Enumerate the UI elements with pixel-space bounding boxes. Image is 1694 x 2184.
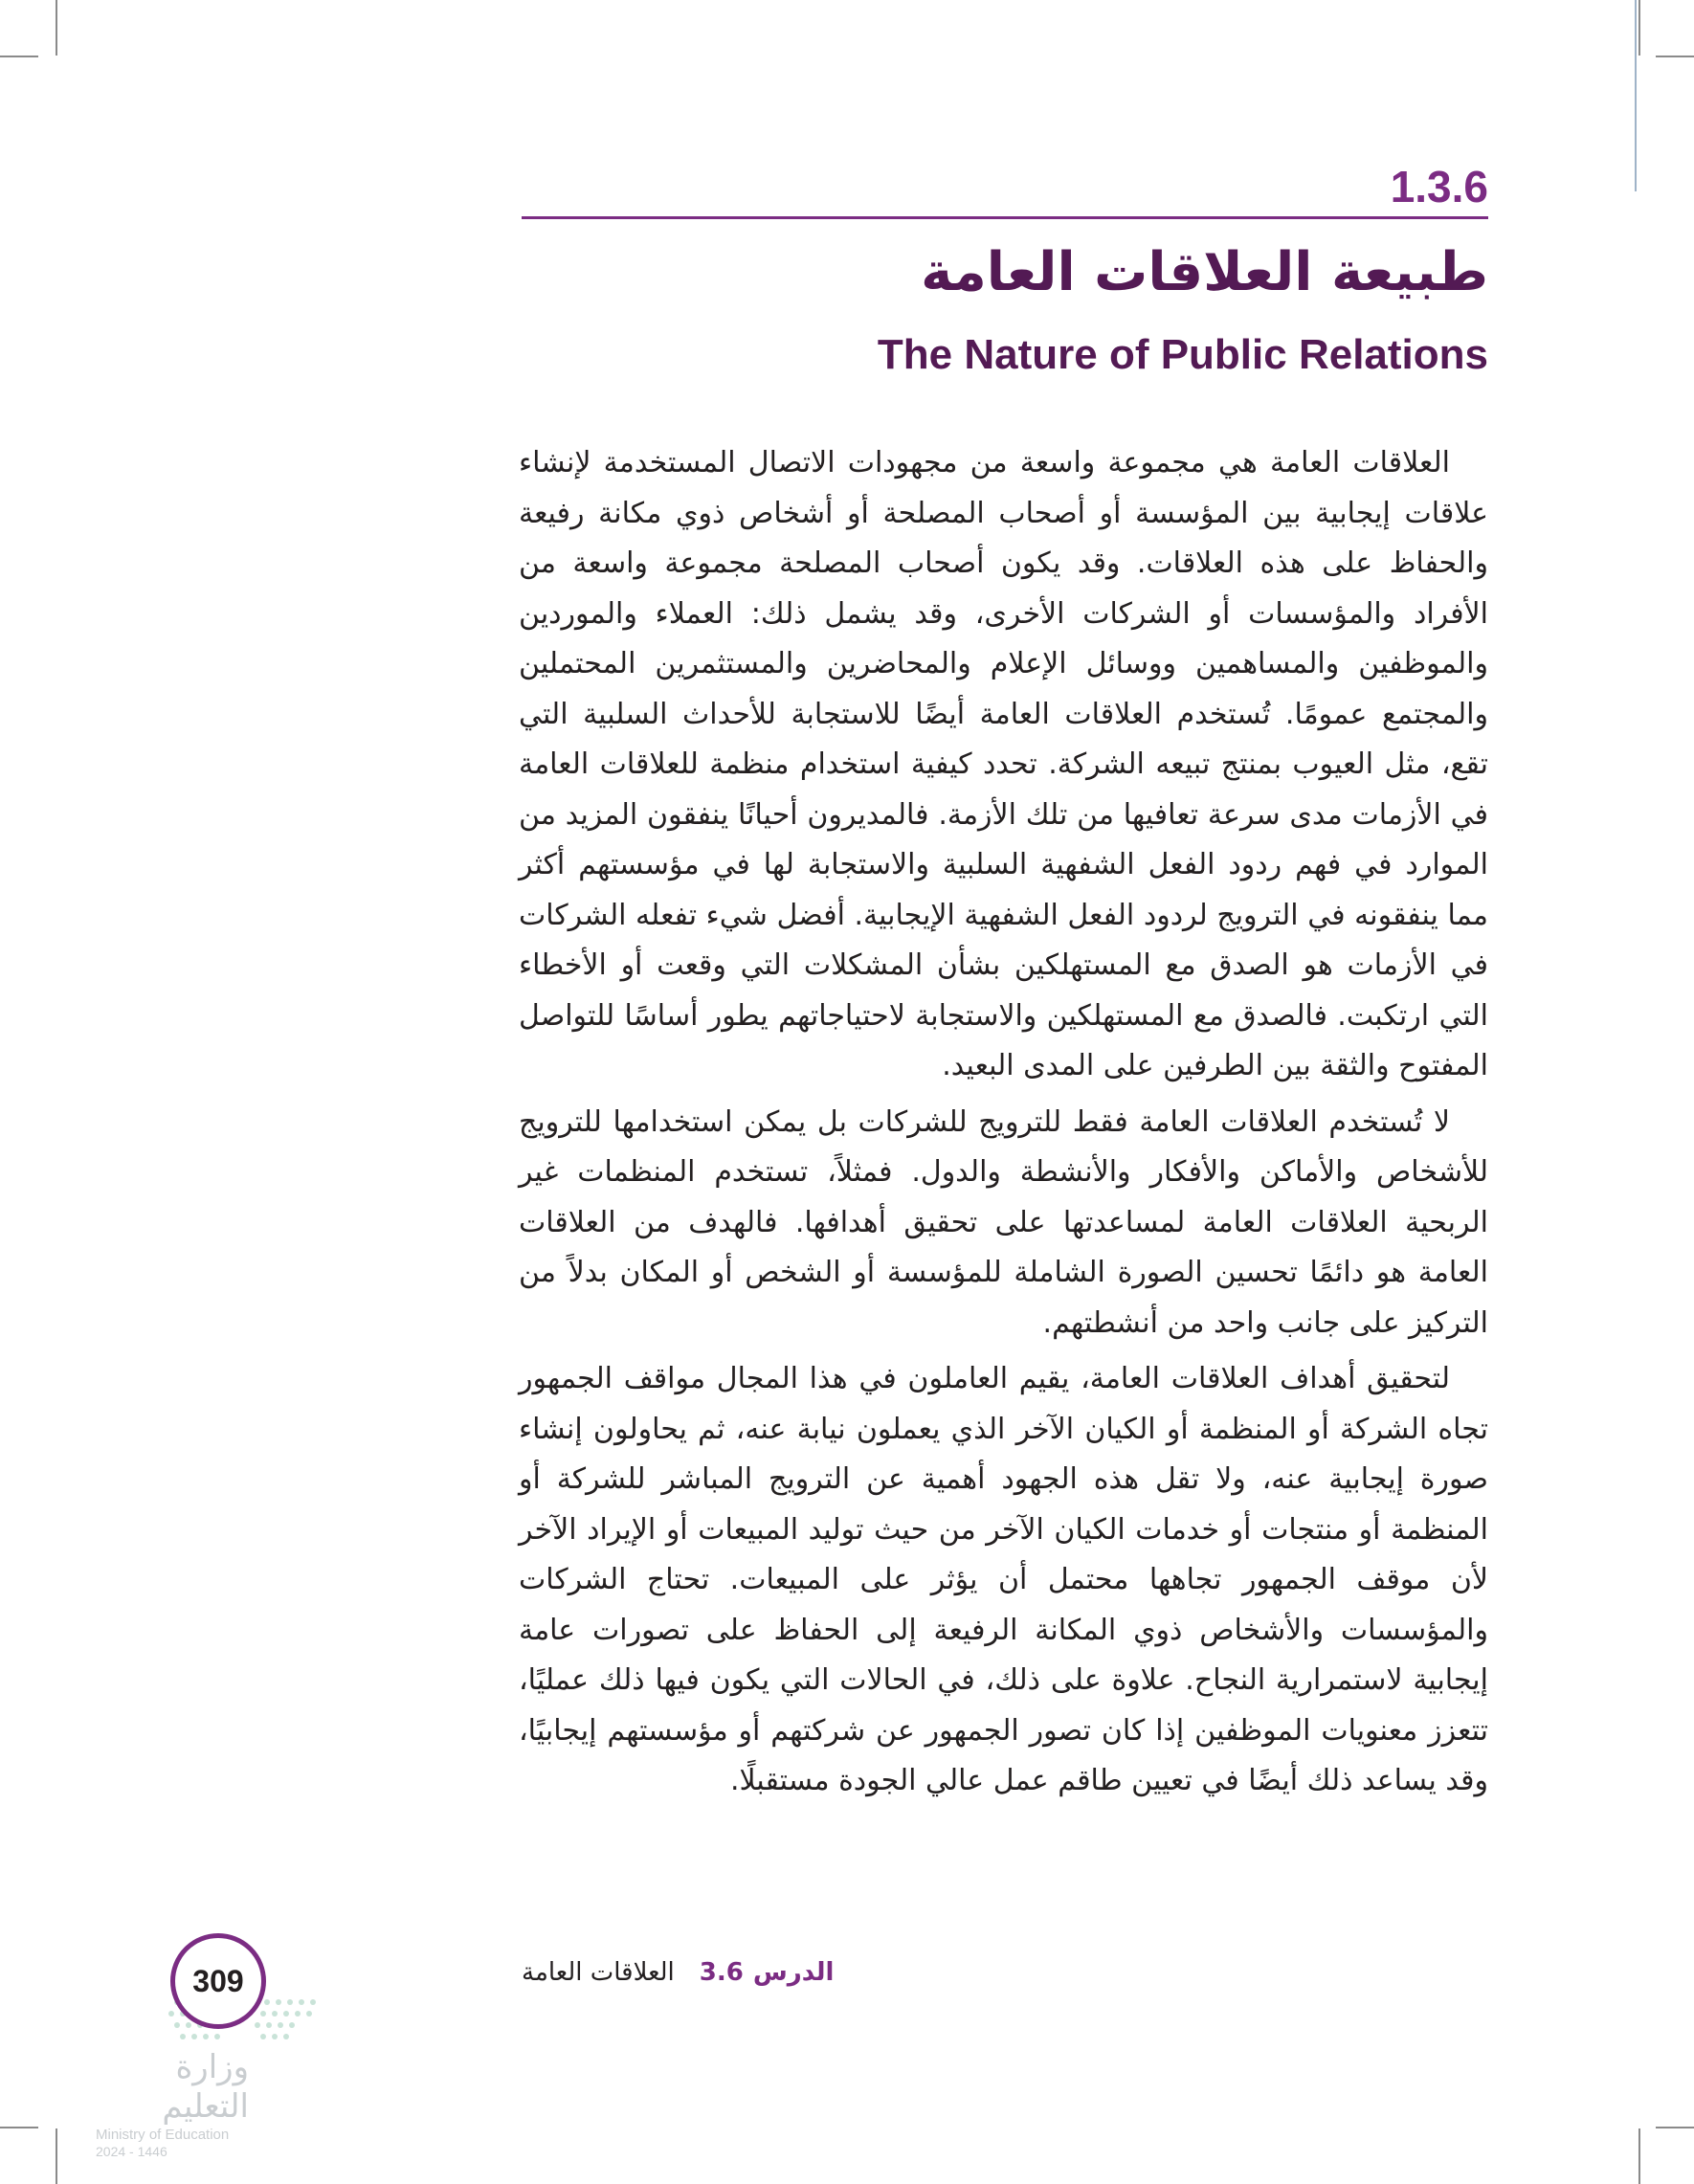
lesson-number: 3.6: [699, 1958, 744, 1987]
paragraph-3: لتحقيق أهداف العلاقات العامة، يقيم العاملون في هذا المجال مواقف الجمهور تجاه الشركة أو المنظمة أو الكيان الآخر الذي يعملون نيابة عنه، ثم يحاولون إنشاء صورة إيجابية عنه، ولا تقل هذه الجهود أهمية عن الترويج المباشر للشركة أو المنظمة أو منتجات أو خدمات الكيان الآخر من حيث توليد المبيعات أو الإيراد الآخر لأن موقف الجمهور تجاهها محتمل أن يؤثر على المبيعات. تحتاج الشركات والمؤسسات والأشخاص ذوي المكانة الرفيعة إلى الحفاظ على تصورات عامة إيجابية لاستمرارية النجاح. علاوة على ذلك، في الحالات التي يكون فيها ذلك عمليًا، تتعزز معنويات الموظفين إذا كان تصور الجمهور عن شركتهم أو مؤسستهم إيجابيًا، وقد يساعد ذلك أيضًا في تعيين طاقم عمل عالي الجودة مستقبلًا.: [519, 1362, 1488, 1797]
page-edge-line: [1635, 0, 1637, 191]
paragraph-2: لا تُستخدم العلاقات العامة فقط للترويج للشركات بل يمكن استخدامها للترويج للأشخاص والأماكن والأفكار والأنشطة والدول. فمثلاً، تستخدم المنظمات غير الربحية العلاقات العامة لمساعدتها على تحقيق أهدافها. فالهدف من العلاقات العامة هو دائمًا تحسين الصورة الشاملة للمؤسسة أو الشخص أو المكان بدلاً من التركيز على جانب واحد من أنشطتهم.: [519, 1104, 1488, 1340]
page-title-english: The Nature of Public Relations: [877, 331, 1488, 378]
crop-mark-bottom-left-v: [56, 2128, 57, 2184]
ministry-name-english: Ministry of Education: [96, 2126, 230, 2143]
section-number: 1.3.6: [1390, 162, 1488, 212]
ministry-watermark: [96, 2048, 249, 2159]
page-number: 309: [170, 1933, 266, 2029]
crop-mark-top-right-h: [1656, 56, 1694, 57]
lesson-title: العلاقات العامة: [522, 1958, 675, 1987]
ministry-name-arabic: وزارة التعليم: [162, 2048, 249, 2126]
crop-mark-top-left-h: [0, 56, 38, 57]
paragraph-1: العلاقات العامة هي مجموعة واسعة من مجهودات الاتصال المستخدمة لإنشاء علاقات إيجابية بين المؤسسة أو أصحاب المصلحة أو أشخاص ذوي مكانة رفيعة والحفاظ على هذه العلاقات. وقد يكون أصحاب المصلحة مجموعة واسعة من الأفراد والمؤسسات أو الشركات الأخرى، وقد يشمل ذلك: العملاء والموردين والموظفين والمساهمين ووسائل الإعلام والمحاضرين والمستثمرين المحتملين والمجتمع عمومًا. تُستخدم العلاقات العامة أيضًا للاستجابة للأحداث السلبية التي تقع، مثل العيوب بمنتج تبيعه الشركة. تحدد كيفية استخدام منظمة للعلاقات العامة في الأزمات مدى سرعة تعافيها من تلك الأزمة. فالمديرون أحيانًا ينفقون المزيد من الموارد في فهم ردود الفعل الشفهية السلبية والاستجابة لها في مؤسستهم أكثر مما ينفقونه في الترويج لردود الفعل الشفهية الإيجابية. أفضل شيء تفعله الشركات في الأزمات هو الصدق مع المستهلكين بشأن المشكلات التي وقعت أو الأخطاء التي ارتكبت. فالصدق مع المستهلكين والاستجابة لاحتياجاتهم يطور أساسًا للتواصل المفتوح والثقة بين الطرفين على المدى البعيد.: [519, 446, 1488, 1082]
crop-mark-bottom-left-h: [0, 2127, 38, 2128]
body-text: [519, 438, 1488, 1813]
ministry-year: 2024 - 1446: [96, 2143, 167, 2159]
lesson-word: الدرس: [752, 1958, 835, 1987]
crop-mark-bottom-right-v: [1638, 2128, 1640, 2184]
crop-mark-top-right-v: [1638, 0, 1640, 56]
section-divider: [522, 216, 1488, 219]
crop-mark-top-left-v: [56, 0, 57, 56]
footer-lesson-label: [522, 1958, 834, 1987]
page-title-arabic: طبيعة العلاقات العامة: [921, 241, 1488, 303]
crop-mark-bottom-right-h: [1656, 2127, 1694, 2128]
